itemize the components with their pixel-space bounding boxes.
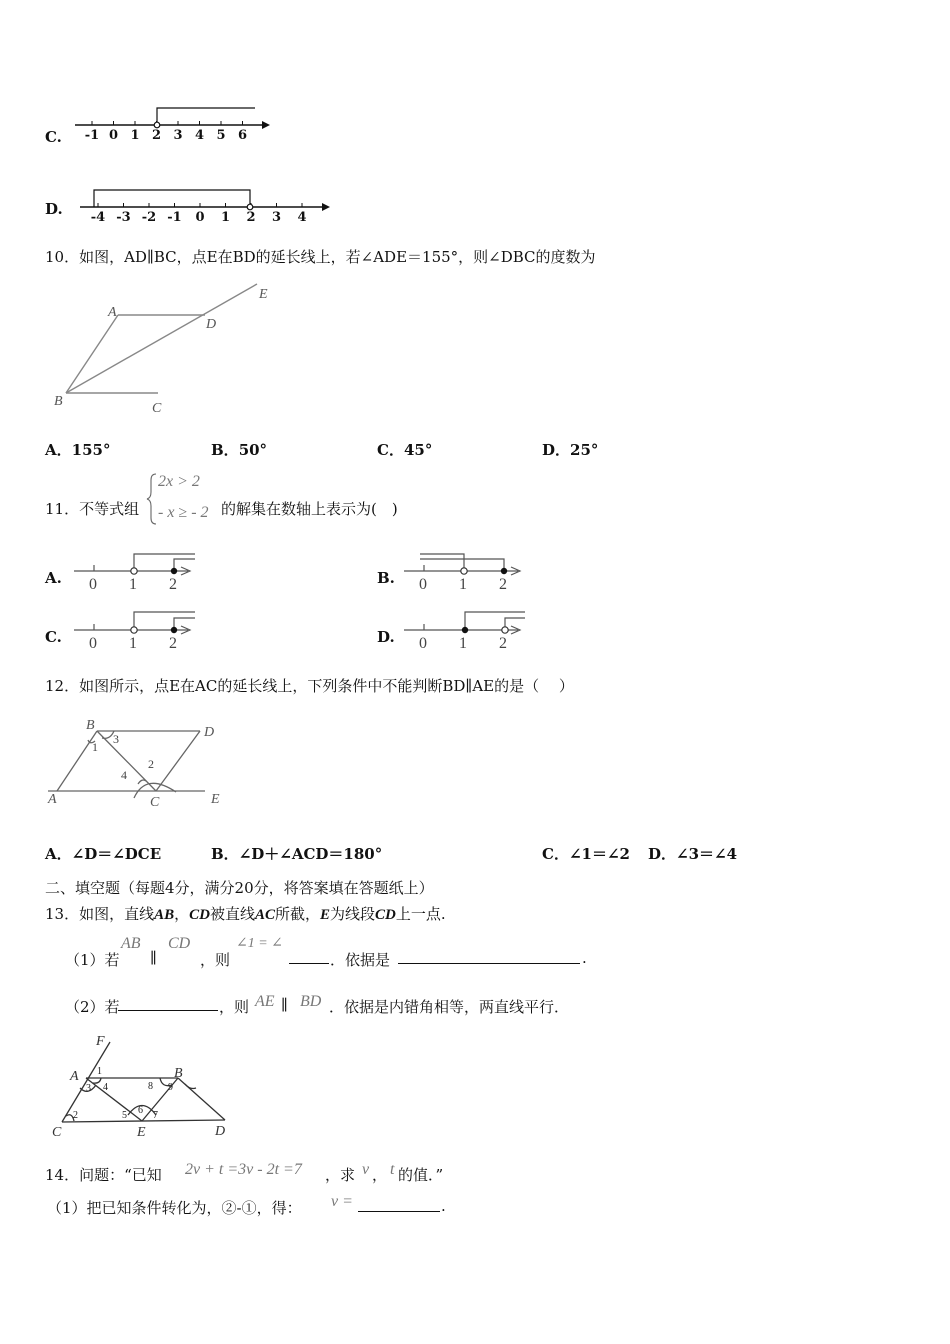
q13-angle-3: 3 — [86, 1083, 91, 1094]
q11-option-b-label[interactable]: B. — [377, 569, 395, 587]
q13-label-c: C — [52, 1125, 62, 1140]
q10-label-b: B — [54, 394, 63, 409]
number-line-c-tick-label: 2 — [151, 128, 162, 143]
q13-part2-ae: AE — [255, 993, 275, 1010]
q13-part1-reason: ．依据是 — [330, 951, 391, 969]
q13-angle-1: 1 — [97, 1066, 102, 1077]
number-line-d-tick-label: 4 — [297, 210, 307, 225]
q12-angle-2: 2 — [148, 757, 154, 771]
section-2-title: 二、填空题（每题4分，满分20分，将答案填在答题纸上） — [45, 879, 434, 897]
number-line-d-tick-label: 3 — [271, 210, 282, 225]
q12-angle-3: 3 — [113, 732, 119, 746]
q11-d-tick-2: 2 — [499, 635, 507, 652]
number-line-d-tick-label: 2 — [246, 210, 256, 225]
q14-part1-end: . — [441, 1197, 446, 1215]
q12-label-c: C — [150, 795, 160, 810]
q10-option-b[interactable]: B．50° — [211, 441, 268, 459]
number-line-c-tick-label: 3 — [173, 128, 183, 143]
q13-label-b: B — [174, 1066, 183, 1081]
q14-equation: 2v + t =3v - 2t =7 — [185, 1161, 302, 1178]
q14-stem-prefix: 14．问题：“已知 — [45, 1166, 162, 1184]
q12-angle-4: 4 — [121, 768, 127, 782]
q12-option-a[interactable]: A．∠D＝∠DCE — [45, 845, 162, 863]
q13-label-a: A — [70, 1069, 79, 1084]
q13-label-f: F — [96, 1034, 105, 1049]
number-line-d-tick-label: 1 — [220, 210, 231, 225]
q11-c-tick-1: 1 — [129, 635, 137, 652]
q11-option-c-label[interactable]: C. — [45, 628, 62, 646]
q12-stem: 12．如图所示，点E在AC的延长线上，下列条件中不能判断BD∥AE的是（ ） — [45, 677, 574, 695]
option-d-label: D. — [45, 200, 63, 218]
q10-label-e: E — [259, 287, 268, 302]
q13-label-e: E — [137, 1125, 146, 1140]
q14-var-t: t — [390, 1161, 395, 1178]
q13-part1-label: （1）若 — [65, 951, 120, 969]
number-line-d-tick-label: -3 — [116, 210, 131, 225]
q11-a-tick-0: 0 — [89, 576, 97, 593]
number-line-c-tick-label: 5 — [216, 128, 226, 143]
number-line-c-tick-label: -1 — [84, 128, 100, 143]
q12-label-b: B — [86, 718, 95, 733]
q12-label-d: D — [204, 725, 215, 740]
q11-a-tick-1: 1 — [129, 576, 137, 593]
q13-part1-parallel: ∥ — [150, 949, 157, 967]
q10-label-d: D — [206, 317, 217, 332]
q13-part1-cd: CD — [168, 935, 191, 952]
q13-part2-label: （2）若 — [65, 998, 120, 1016]
q14-var-v: v — [362, 1161, 370, 1178]
q11-c-tick-2: 2 — [169, 635, 177, 652]
q13-part1-angle: ∠1 = ∠ — [236, 936, 283, 951]
q14-stem-end: 的值．” — [398, 1166, 444, 1184]
q13-angle-8: 8 — [148, 1081, 153, 1092]
q13-angle-4: 4 — [103, 1082, 108, 1093]
q13-stem: 13．如图，直线AB，CD被直线AC所截，E为线段CD上一点. — [45, 905, 446, 923]
q11-inequality-2: - x ≥ - 2 — [158, 504, 209, 521]
q12-angle-1: 1 — [92, 740, 98, 754]
q13-part2-then: ，则 — [219, 998, 250, 1016]
q13-part2-parallel: ∥ — [281, 996, 288, 1014]
q11-option-a-label[interactable]: A. — [45, 569, 62, 587]
q11-suffix: 的解集在数轴上表示为( ) — [221, 500, 398, 518]
q13-part1-end: . — [582, 949, 587, 967]
q11-d-tick-0: 0 — [419, 635, 427, 652]
q13-part1-then: ，则 — [200, 951, 231, 969]
q12-option-d[interactable]: D．∠3＝∠4 — [648, 845, 738, 863]
q11-c-tick-0: 0 — [89, 635, 97, 652]
number-line-d-tick-label: -4 — [90, 210, 106, 225]
q11-b-tick-1: 1 — [459, 576, 467, 593]
q11-option-d-label[interactable]: D. — [377, 628, 395, 646]
number-line-c-tick-label: 4 — [194, 128, 205, 143]
number-line-d-tick-label: -2 — [141, 210, 157, 225]
q12-label-a: A — [48, 792, 57, 807]
q14-part1: （1）把已知条件转化为，②-①，得： — [47, 1199, 302, 1217]
q13-part2-reason: ．依据是内错角相等，两直线平行． — [329, 998, 570, 1016]
number-line-d-tick-label: 0 — [195, 210, 205, 225]
q10-option-a[interactable]: A．155° — [45, 441, 111, 459]
q11-inequality-1: 2x > 2 — [158, 473, 200, 490]
q11-a-tick-2: 2 — [169, 576, 177, 593]
number-line-c-tick-label: 0 — [108, 128, 119, 143]
q10-stem: 10．如图，AD∥BC，点E在BD的延长线上，若∠ADE＝155°，则∠DBC的度数为 — [45, 248, 596, 266]
q13-part1-ab: AB — [121, 935, 141, 952]
q11-prefix: 11．不等式组 — [45, 500, 140, 518]
q13-angle-6: 6 — [138, 1105, 143, 1116]
q12-option-c[interactable]: C．∠1＝∠2 — [542, 845, 630, 863]
number-line-c-tick-label: 1 — [130, 128, 140, 143]
q13-angle-7: 7 — [153, 1110, 158, 1121]
q13-part2-bd: BD — [300, 993, 322, 1010]
q10-label-a: A — [108, 305, 117, 320]
q12-option-b[interactable]: B．∠D＋∠ACD＝180° — [211, 845, 383, 863]
q13-angle-9: 9 — [168, 1082, 173, 1093]
q13-label-d: D — [215, 1124, 226, 1139]
q10-label-c: C — [152, 401, 162, 416]
q14-stem-mid: ，求 — [325, 1166, 356, 1184]
q14-sep: ， — [372, 1166, 388, 1184]
number-line-c-tick-label: 6 — [237, 128, 248, 143]
option-c-label: C. — [45, 128, 62, 146]
q14-part1-expr: v = — [331, 1193, 353, 1210]
q11-b-tick-0: 0 — [419, 576, 427, 593]
number-line-d-tick-label: -1 — [167, 210, 182, 225]
q10-option-d[interactable]: D．25° — [542, 441, 599, 459]
q11-d-tick-1: 1 — [459, 635, 467, 652]
q13-angle-2: 2 — [73, 1110, 78, 1121]
q11-b-tick-2: 2 — [499, 576, 507, 593]
q12-label-e: E — [211, 792, 220, 807]
q13-angle-5: 5 — [122, 1110, 127, 1121]
q10-option-c[interactable]: C．45° — [377, 441, 433, 459]
q14-part1-blank[interactable] — [358, 1199, 440, 1212]
